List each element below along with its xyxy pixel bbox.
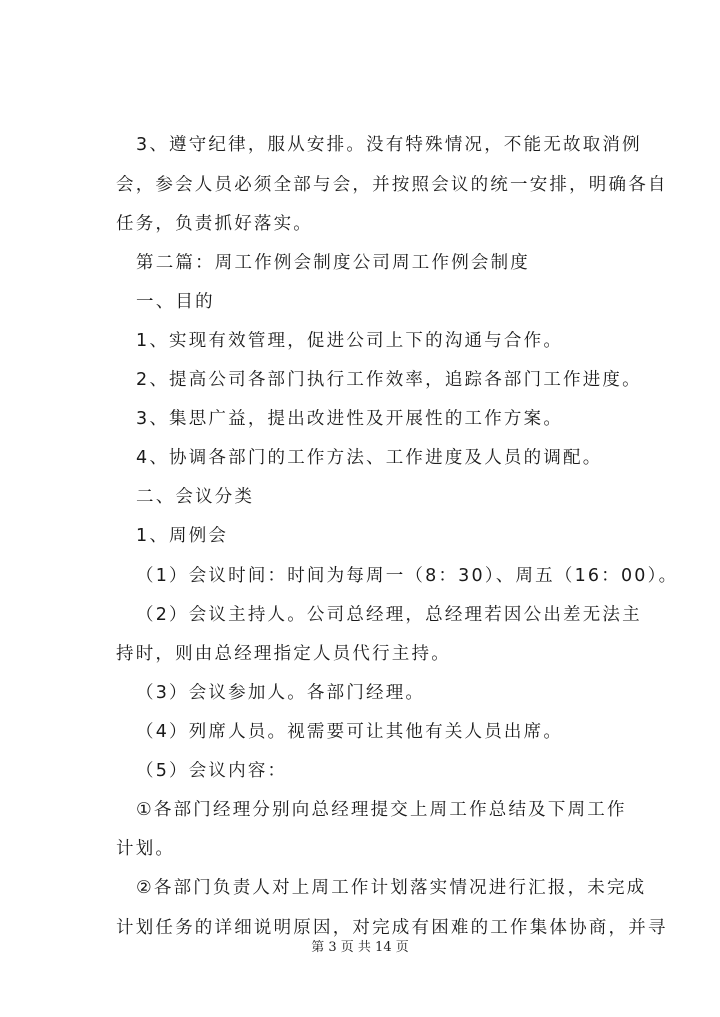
body-line: （1）会议时间：时间为每周一（8：30）、周五（16：00）。 [136,566,679,586]
body-line: （4）列席人员。视需要可让其他有关人员出席。 [136,722,564,742]
body-line: 1、实现有效管理，促进公司上下的沟通与合作。 [136,331,564,351]
body-line: 计划任务的详细说明原因，对完成有困难的工作集体协商，并寻 [116,918,668,938]
body-line: 3、遵守纪律，服从安排。没有特殊情况，不能无故取消例 [136,135,642,155]
body-line: 1、周例会 [136,526,229,546]
body-line: （3）会议参加人。各部门经理。 [136,683,426,703]
body-line: 2、提高公司各部门执行工作效率，追踪各部门工作进度。 [136,370,642,390]
body-line: 持时，则由总经理指定人员代行主持。 [116,644,451,664]
body-line: 任务，负责抓好落实。 [116,214,313,234]
section-heading: 一、目的 [136,292,215,312]
body-line: 4、协调各部门的工作方法、工作进度及人员的调配。 [136,448,603,468]
body-line: （2）会议主持人。公司总经理，总经理若因公出差无法主 [136,605,642,625]
body-line: ②各部门负责人对上周工作计划落实情况进行汇报，未完成 [136,878,647,898]
body-line: 计划。 [116,839,176,859]
body-line: ①各部门经理分别向总经理提交上周工作总结及下周工作 [136,800,627,820]
page-footer [0,936,720,955]
section-heading: 二、会议分类 [136,487,255,507]
body-line: （5）会议内容： [136,761,288,781]
section-heading: 第二篇：周工作例会制度公司周工作例会制度 [136,253,530,273]
page-number-indicator: 第 3 页 共 14 页 [311,940,409,955]
body-line: 会，参会人员必须全部与会，并按照会议的统一安排，明确各自 [116,175,668,195]
body-line: 3、集思广益，提出改进性及开展性的工作方案。 [136,409,564,429]
